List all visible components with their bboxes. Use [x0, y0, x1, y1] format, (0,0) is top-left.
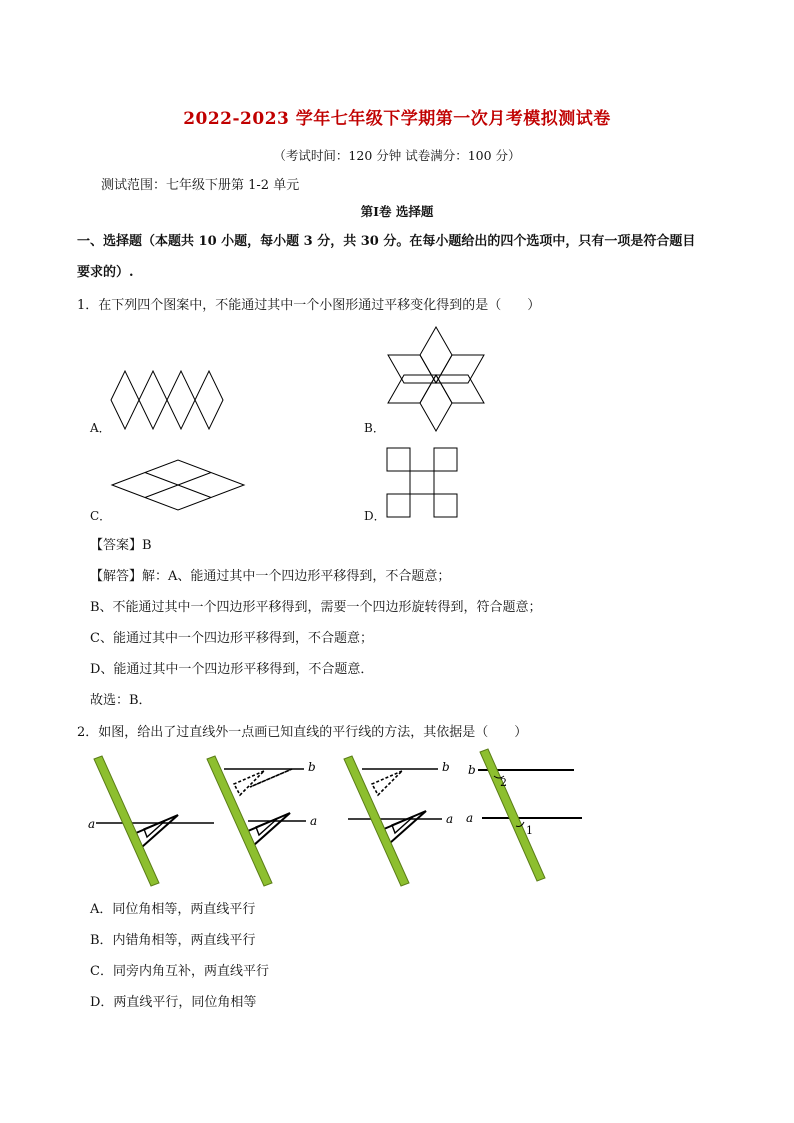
q2-fig4-angle-1: 1 [526, 824, 533, 837]
q2-option-b: B．内错角相等，两直线平行 [90, 933, 256, 948]
q2-figure-step-4 [464, 748, 590, 882]
q1-option-c-label: C． [90, 509, 112, 523]
q2-figure-step-3 [338, 755, 468, 885]
q1-conclusion: 故选：B． [90, 693, 152, 708]
q1-analysis-line1: 【解答】解：A、能通过其中一个四边形平移得到，不合题意； [90, 569, 451, 584]
exam-info: （考试时间：120 分钟 试卷满分：100 分） [273, 148, 521, 163]
q2-figure-step-1 [86, 755, 216, 885]
section-title: 第Ⅰ卷 选择题 [360, 204, 434, 219]
q2-figure-step-2 [204, 755, 334, 885]
q1-option-d-label: D． [364, 509, 386, 523]
part-instruction-line1: 一、选择题（本题共 10 小题，每小题 3 分，共 30 分。在每小题给出的四个选项中，只有一项是符合题目 [77, 234, 696, 249]
q1-analysis-line4: D、能通过其中一个四边形平移得到，不合题意． [90, 662, 374, 677]
q2-fig1-label-a: a [88, 817, 96, 831]
q2-option-c: C．同旁内角互补，两直线平行 [90, 964, 269, 979]
q1-option-a-label: A． [90, 421, 111, 435]
q2-fig4-angle-2: 2 [500, 776, 507, 789]
q1-figure-a-rhombus-row [108, 368, 232, 432]
test-scope: 测试范围：七年级下册第 1-2 单元 [101, 178, 300, 193]
question-2-stem: 2．如图，给出了过直线外一点画已知直线的平行线的方法，其依据是（ ） [77, 725, 528, 740]
q2-fig2-label-a: a [310, 814, 318, 828]
q1-figure-d-squares [386, 446, 460, 520]
q1-figure-b-star [386, 326, 486, 432]
q2-fig2-label-b: b [308, 760, 316, 774]
q2-fig4-label-b: b [468, 763, 476, 777]
q2-option-a: A．同位角相等，两直线平行 [90, 902, 256, 917]
page-title: 2022-2023 学年七年级下学期第一次月考模拟测试卷 [183, 109, 611, 129]
question-1-stem: 1．在下列四个图案中，不能通过其中一个小图形通过平移变化得到的是（ ） [77, 298, 541, 313]
q1-figure-c-rhombus-grid [110, 458, 246, 514]
q2-fig3-label-b: b [442, 760, 450, 774]
q2-fig3-label-a: a [446, 812, 454, 826]
q1-analysis-line2: B、不能通过其中一个四边形平移得到，需要一个四边形旋转得到，符合题意； [90, 600, 542, 615]
part-instruction-line2: 要求的）. [77, 265, 134, 280]
q1-analysis-line3: C、能通过其中一个四边形平移得到，不合题意； [90, 631, 373, 646]
q2-fig4-label-a: a [466, 811, 474, 825]
q1-option-b-label: B． [364, 421, 385, 435]
q2-option-d: D．两直线平行，同位角相等 [90, 995, 257, 1010]
q1-answer: 【答案】B [90, 538, 152, 553]
